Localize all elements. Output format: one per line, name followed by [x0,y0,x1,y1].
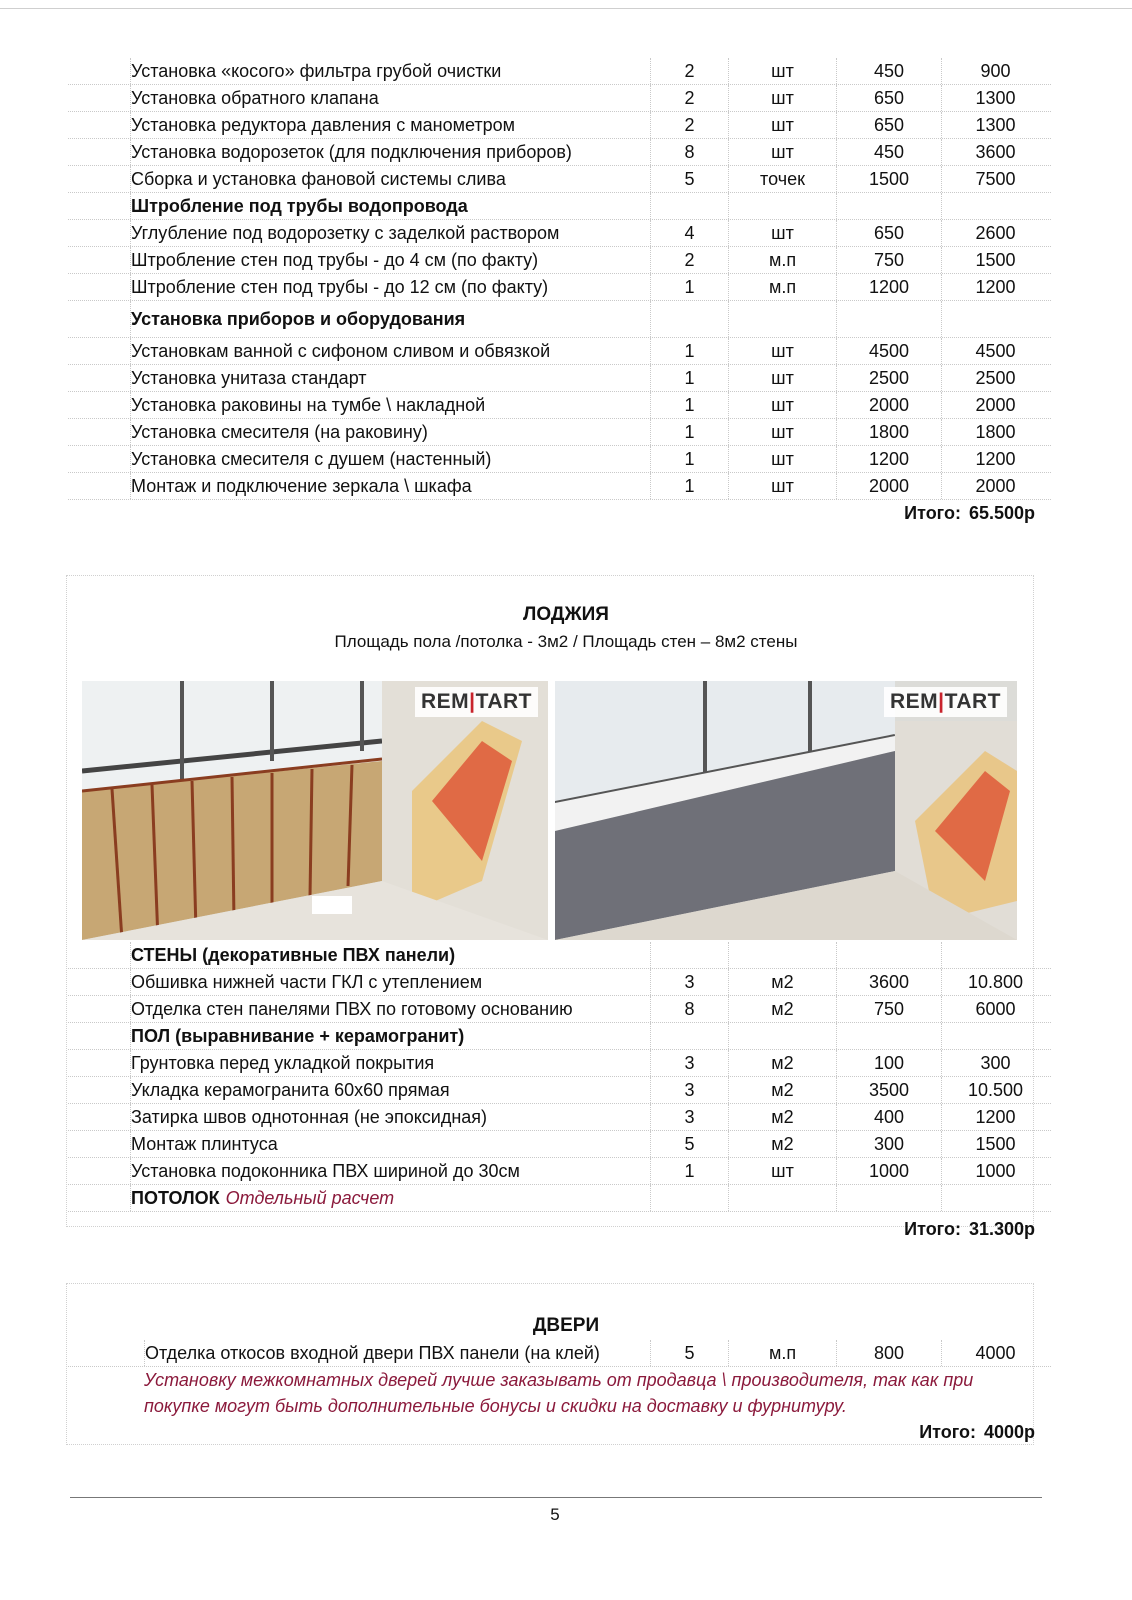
row-margin [68,139,130,165]
row-margin [68,392,130,418]
section-heading-row [68,193,1051,220]
loggia-subtitle: Площадь пола /потолка - 3м2 / Площадь стен – 8м2 стены [334,632,798,651]
item-sum: 1200 [941,446,1049,472]
table-row [68,446,1051,473]
item-name: Установка смесителя с душем (настенный) [130,446,650,472]
item-name: Установкам ванной с сифоном сливом и обвязкой [130,338,650,364]
item-unit: м.п [728,1340,836,1366]
item-unit: м2 [728,1104,836,1130]
table-row [68,58,1051,85]
item-name: СТЕНЫ (декоративные ПВХ панели) [130,942,650,968]
item-sum: 6000 [941,996,1049,1022]
item-sum: 900 [941,58,1049,84]
empty-cell [941,1023,1049,1049]
row-margin [68,193,130,219]
item-unit: шт [728,338,836,364]
table-row [68,112,1051,139]
item-sum: 300 [941,1050,1049,1076]
row-margin [68,274,130,300]
empty-cell [941,942,1049,968]
item-price: 2000 [836,392,941,418]
empty-cell [650,1023,728,1049]
empty-cell [650,193,728,219]
item-unit: м2 [728,969,836,995]
table-row [68,85,1051,112]
row-margin [68,1077,130,1103]
item-price: 650 [836,220,941,246]
table-row [68,996,1051,1023]
row-margin [68,969,130,995]
empty-cell [650,1185,728,1211]
item-qty: 3 [650,1050,728,1076]
table-row [68,166,1051,193]
item-qty: 8 [650,996,728,1022]
item-qty: 3 [650,1077,728,1103]
item-price: 2000 [836,473,941,499]
empty-cell [728,193,836,219]
ceiling-row [68,1185,1051,1212]
item-name: Установка приборов и оборудования [130,301,650,337]
item-qty: 1 [650,274,728,300]
row-margin [68,1050,130,1076]
item-qty: 2 [650,85,728,111]
row-margin [68,365,130,391]
item-price: 1200 [836,446,941,472]
top-rule [0,8,1132,9]
table-row [68,419,1051,446]
item-sum: 4500 [941,338,1049,364]
item-price: 650 [836,85,941,111]
item-name: Установка раковины на тумбе \ накладной [130,392,650,418]
ceiling-title: ПОТОЛОК [131,1187,220,1208]
item-qty: 2 [650,247,728,273]
table-row [68,1050,1051,1077]
row-margin [68,942,130,968]
row-margin [68,446,130,472]
item-unit: шт [728,112,836,138]
item-unit: м2 [728,1077,836,1103]
item-name: Отделка откосов входной двери ПВХ панели (на клей) [144,1340,650,1366]
item-price: 1200 [836,274,941,300]
table-row [68,139,1051,166]
item-name: ПОЛ (выравнивание + керамогранит) [130,1023,650,1049]
item-price: 300 [836,1131,941,1157]
item-qty: 3 [650,1104,728,1130]
item-qty: 2 [650,58,728,84]
item-name: Грунтовка перед укладкой покрытия [130,1050,650,1076]
total-label: Итого: [904,502,961,523]
empty-cell [650,942,728,968]
section-heading-row [68,1023,1051,1050]
table-row [68,1340,1051,1367]
item-sum: 1500 [941,247,1049,273]
table-row [68,392,1051,419]
row-margin [68,301,130,337]
item-qty: 1 [650,338,728,364]
item-price: 1800 [836,419,941,445]
item-unit: м.п [728,247,836,273]
item-qty: 1 [650,473,728,499]
item-qty: 2 [650,112,728,138]
item-name: Штробление под трубы водопровода [130,193,650,219]
item-price: 750 [836,247,941,273]
item-unit: м.п [728,274,836,300]
row-margin [68,220,130,246]
item-name: Отделка стен панелями ПВХ по готовому основанию [130,996,650,1022]
doors-total [68,1419,1051,1445]
item-sum: 2600 [941,220,1049,246]
item-sum: 10.500 [941,1077,1049,1103]
item-price: 750 [836,996,941,1022]
item-name: Установка подоконника ПВХ шириной до 30см [130,1158,650,1184]
item-name: Установка унитаза стандарт [130,365,650,391]
item-name: Монтаж плинтуса [130,1131,650,1157]
item-sum: 1200 [941,1104,1049,1130]
item-unit: шт [728,220,836,246]
item-price: 1000 [836,1158,941,1184]
item-price: 100 [836,1050,941,1076]
table-row [68,1077,1051,1104]
item-qty: 5 [650,1131,728,1157]
item-sum: 10.800 [941,969,1049,995]
table-row [68,220,1051,247]
item-name: Установка обратного клапана [130,85,650,111]
row-margin [68,1131,130,1157]
item-unit: шт [728,446,836,472]
section-heading-row [68,301,1051,338]
empty-cell [728,1023,836,1049]
item-unit: шт [728,58,836,84]
item-price: 450 [836,139,941,165]
doors-table [68,1340,1051,1445]
ceiling-note: Отдельный расчет [225,1187,395,1208]
item-qty: 3 [650,969,728,995]
doors-note-line-1: Установку межкомнатных дверей лучше заказывать от продавца \ производителя, так как при [144,1370,974,1390]
item-qty: 1 [650,365,728,391]
item-name: Штробление стен под трубы - до 12 см (по факту) [130,274,650,300]
remstart-logo-right: REM|TART [884,687,1007,717]
table-row [68,1104,1051,1131]
item-sum: 7500 [941,166,1049,192]
item-sum: 1800 [941,419,1049,445]
remstart-logo-left: REM|TART [415,687,538,717]
table-row [68,1158,1051,1185]
item-qty: 5 [650,166,728,192]
plumbing-table [68,58,1051,526]
item-qty: 1 [650,419,728,445]
item-qty: 5 [650,1340,728,1366]
item-sum: 4000 [941,1340,1049,1366]
loggia-total [68,1216,1051,1242]
item-sum: 1000 [941,1158,1049,1184]
empty-cell [728,1185,836,1211]
loggia-table [68,942,1051,1242]
item-unit: шт [728,419,836,445]
item-sum: 2000 [941,392,1049,418]
table-row [68,365,1051,392]
row-margin [68,1158,130,1184]
empty-cell [836,301,941,337]
item-price: 2500 [836,365,941,391]
item-name: Углубление под водорозетку с заделкой раствором [130,220,650,246]
item-qty: 8 [650,139,728,165]
empty-cell [728,942,836,968]
item-unit: шт [728,473,836,499]
item-sum: 1500 [941,1131,1049,1157]
item-unit: шт [728,365,836,391]
item-qty: 1 [650,392,728,418]
total-value: 4000р [983,1421,1035,1442]
row-margin [68,1023,130,1049]
item-sum: 3600 [941,139,1049,165]
item-unit: шт [728,1158,836,1184]
item-price: 4500 [836,338,941,364]
item-name: Установка «косого» фильтра грубой очистки [130,58,650,84]
row-margin [68,166,130,192]
item-sum: 1300 [941,112,1049,138]
item-name: Установка водорозеток (для подключения приборов) [130,139,650,165]
item-price: 1500 [836,166,941,192]
row-margin [68,85,130,111]
doors-title: ДВЕРИ [532,1315,600,1336]
loggia-photo-right [555,681,1017,940]
item-unit: шт [728,392,836,418]
row-margin [68,58,130,84]
item-price: 800 [836,1340,941,1366]
table-row [68,274,1051,301]
total-value: 31.300р [968,1218,1035,1239]
row-margin [68,1104,130,1130]
item-name: Сборка и установка фановой системы слива [130,166,650,192]
row-margin [68,112,130,138]
total-label: Итого: [919,1421,976,1442]
item-name: Установка смесителя (на раковину) [130,419,650,445]
doors-note-line-2: покупке могут быть дополнительные бонусы и скидки на доставку и фурнитуру. [144,1396,847,1416]
empty-cell [836,1023,941,1049]
loggia-photo-left [82,681,548,940]
item-unit: шт [728,139,836,165]
row-margin [68,1185,130,1211]
empty-cell [836,1185,941,1211]
total-label: Итого: [904,1218,961,1239]
item-qty: 1 [650,1158,728,1184]
item-name: Затирка швов однотонная (не эпоксидная) [130,1104,650,1130]
plumbing-total [68,500,1051,526]
item-name: Штробление стен под трубы - до 4 см (по факту) [130,247,650,273]
item-sum: 1300 [941,85,1049,111]
footer-rule [70,1497,1042,1498]
empty-cell [650,301,728,337]
ceiling-label [130,1185,650,1211]
item-sum: 1200 [941,274,1049,300]
item-unit: м2 [728,1131,836,1157]
row-margin [68,1340,144,1366]
item-name: Укладка керамогранита 60х60 прямая [130,1077,650,1103]
empty-cell [941,1185,1049,1211]
loggia-photo-left-image [82,681,548,940]
item-qty: 4 [650,220,728,246]
empty-cell [836,942,941,968]
item-sum: 2000 [941,473,1049,499]
table-row [68,969,1051,996]
loggia-photo-right-image [555,681,1017,940]
page-number: 5 [550,1505,560,1524]
row-margin [68,338,130,364]
table-row [68,1131,1051,1158]
table-row [68,338,1051,365]
row-margin [68,473,130,499]
item-unit: точек [728,166,836,192]
item-price: 3600 [836,969,941,995]
row-margin [68,419,130,445]
loggia-title: ЛОДЖИЯ [523,604,609,625]
row-margin [68,247,130,273]
empty-cell [836,193,941,219]
item-unit: шт [728,85,836,111]
item-name: Монтаж и подключение зеркала \ шкафа [130,473,650,499]
empty-cell [941,193,1049,219]
total-value: 65.500р [968,502,1035,523]
item-unit: м2 [728,1050,836,1076]
item-price: 650 [836,112,941,138]
empty-cell [728,301,836,337]
table-row [68,247,1051,274]
item-price: 3500 [836,1077,941,1103]
empty-cell [941,301,1049,337]
table-row [68,473,1051,500]
item-price: 400 [836,1104,941,1130]
item-unit: м2 [728,996,836,1022]
item-qty: 1 [650,446,728,472]
row-margin [68,996,130,1022]
section-heading-row [68,942,1051,969]
item-price: 450 [836,58,941,84]
item-sum: 2500 [941,365,1049,391]
item-name: Обшивка нижней части ГКЛ с утеплением [130,969,650,995]
item-name: Установка редуктора давления с манометром [130,112,650,138]
